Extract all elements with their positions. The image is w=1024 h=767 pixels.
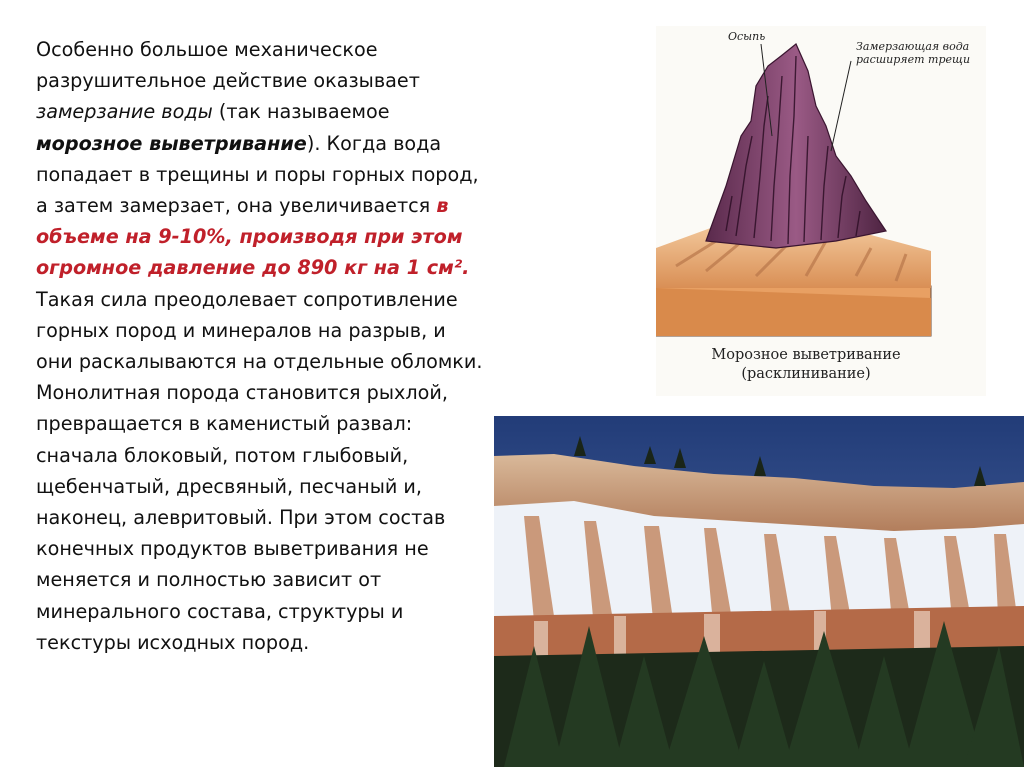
highlight-text: огромное давление до 890 кг на 1 см². [36, 256, 470, 280]
text-line: попадает в трещины и поры горных пород, [36, 162, 479, 186]
text-line: минерального состава, структуры и [36, 599, 404, 623]
label-freezing-water: Замерзающая вода расширяет трещи [856, 40, 971, 66]
text-line: разрушительное действие оказывает [36, 69, 420, 93]
snowy-canyon-photo [494, 416, 1024, 767]
text-line: наконец, алевритовый. При этом состав [36, 506, 446, 530]
text-line: а затем замерзает, она увеличивается в [36, 194, 449, 218]
highlight-text: объеме на 9-10%, производя при этом [36, 225, 463, 249]
label-talus: Осыпь [728, 30, 766, 43]
rock-illustration [656, 26, 986, 396]
highlight-text: в [436, 194, 449, 218]
text-line: конечных продуктов выветривания не [36, 537, 429, 561]
text-line: морозное выветривание). Когда вода [36, 131, 442, 155]
main-paragraph [36, 34, 536, 658]
text-line: замерзание воды (так называемое [36, 100, 390, 124]
text-line: щебенчатый, дресвяный, песчаный и, [36, 474, 422, 498]
text-line: Такая сила преодолевает сопротивление [36, 287, 458, 311]
term-freezing-water: замерзание воды [36, 100, 213, 124]
canyon-photo-illustration [494, 416, 1024, 767]
text-line: сначала блоковый, потом глыбовый, [36, 443, 409, 467]
text-line: текстуры исходных пород. [36, 630, 310, 654]
text-line: меняется и полностью зависит от [36, 568, 382, 592]
text-line: горных пород и минералов на разрыв, и [36, 318, 446, 342]
term-frost-weathering: морозное выветривание [36, 131, 307, 155]
text-line: Особенно большое механическое [36, 38, 378, 61]
text-line: они раскалываются на отдельные обломки. [36, 350, 483, 374]
frost-weathering-diagram [656, 26, 986, 396]
text-line: Монолитная порода становится рыхлой, [36, 381, 448, 405]
diagram-caption: Морозное выветривание (расклинивание) [711, 347, 901, 382]
text-line: превращается в каменистый развал: [36, 412, 413, 436]
